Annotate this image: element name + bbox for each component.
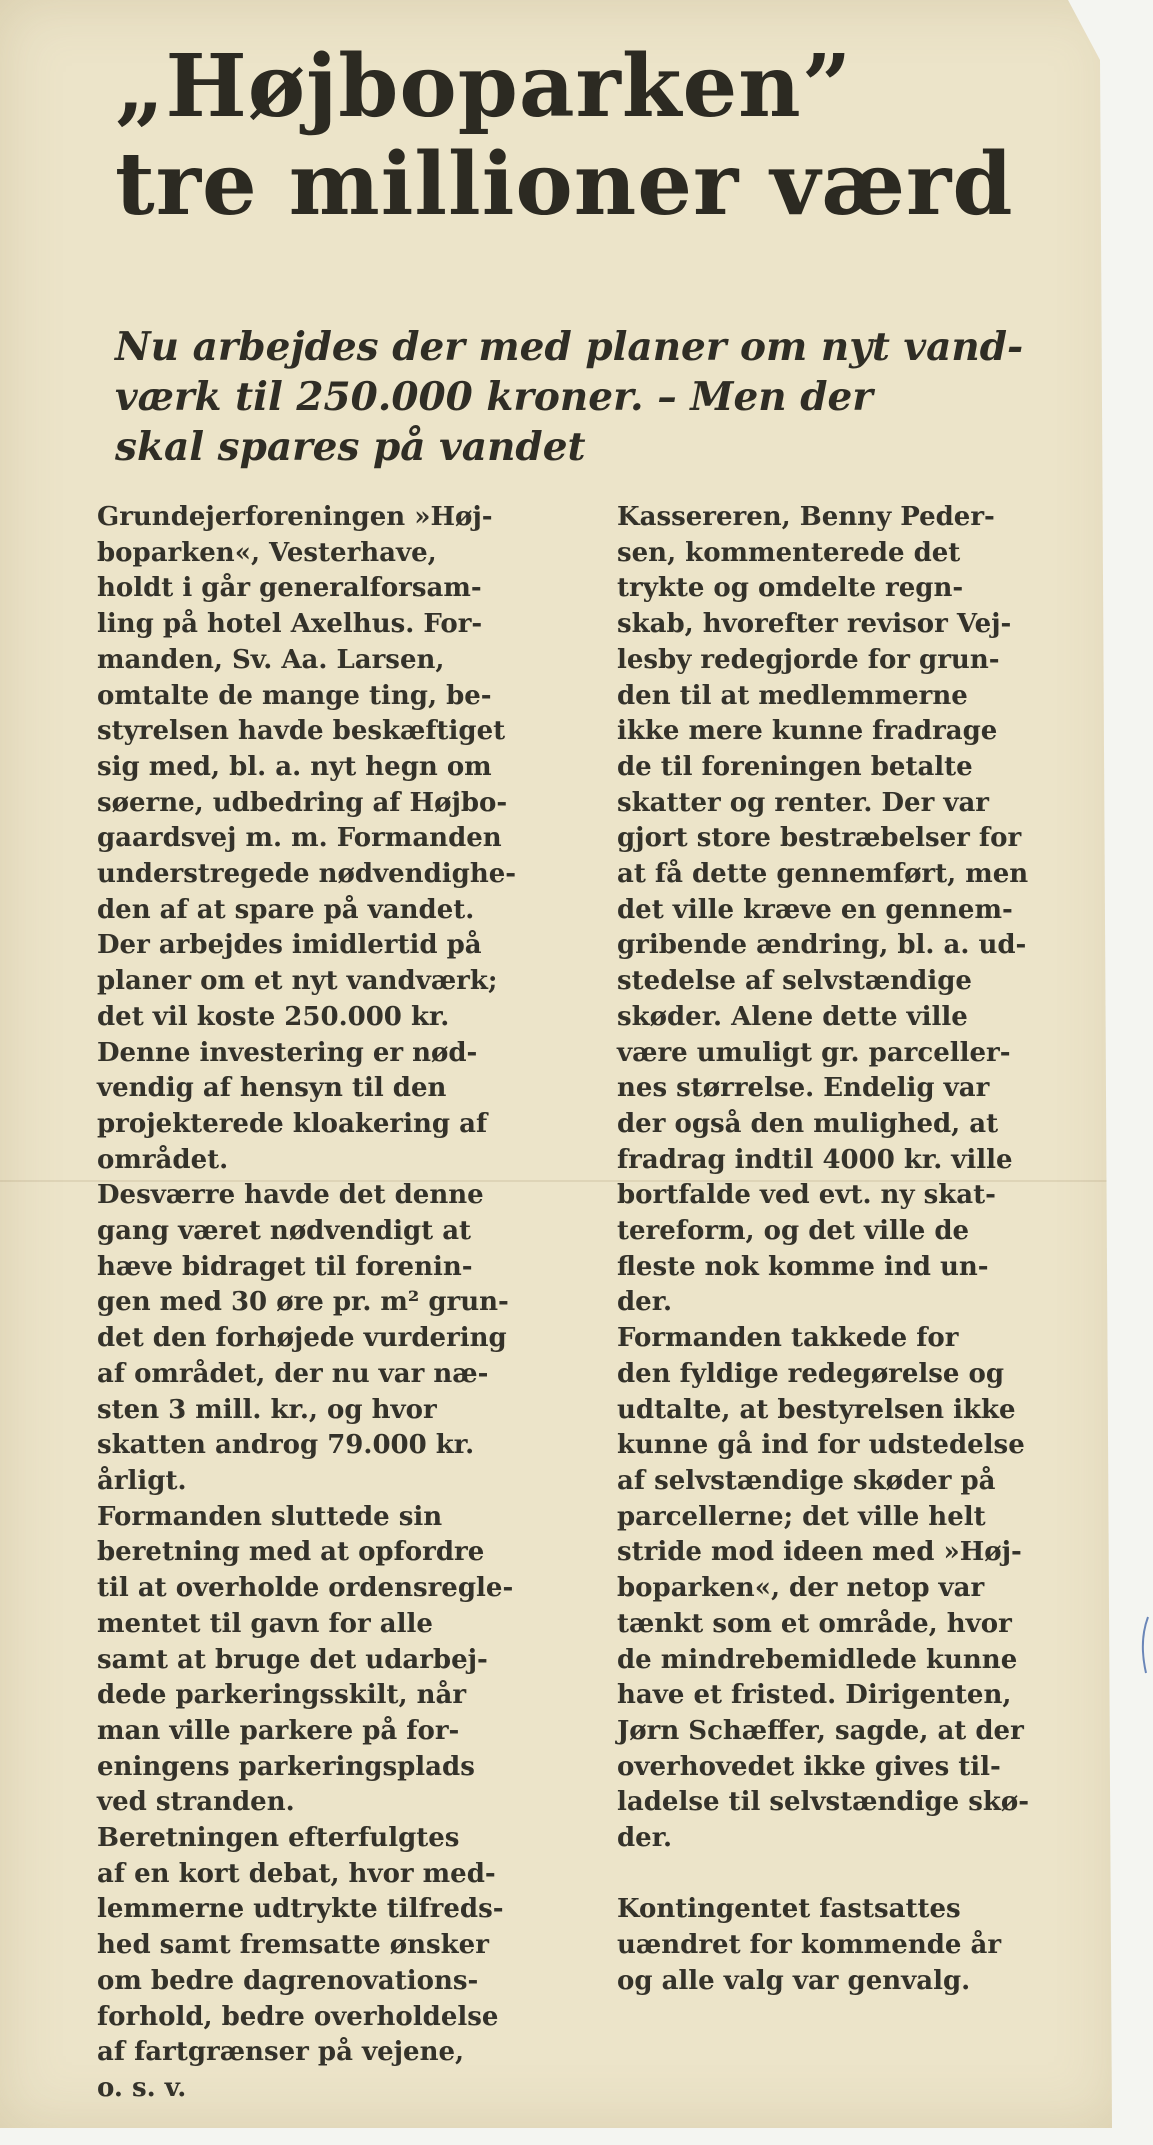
article-line: og alle valg var genvalg. xyxy=(617,1965,971,1996)
article-line: ladelse til selvstændige skø- xyxy=(617,1787,1030,1818)
article-line: have et fristed. Dirigenten, xyxy=(617,1680,1012,1711)
article-line: skab, hvorefter revisor Vej- xyxy=(617,609,1012,640)
article-line: forhold, bedre overholdelse xyxy=(97,2001,499,2032)
article-line: fradrag indtil 4000 kr. ville xyxy=(617,1144,1013,1175)
article-column-right xyxy=(617,500,1097,2000)
pen-mark-icon xyxy=(1138,1615,1152,1675)
article-line: vendig af hensyn til den xyxy=(97,1073,447,1104)
article-line: de mindrebemidlede kunne xyxy=(617,1644,1018,1675)
headline-line-2: tre millioner værd xyxy=(115,134,1014,235)
subheadline-line-3: skal spares på vandet xyxy=(115,424,586,470)
article-line: af en kort debat, hvor med- xyxy=(97,1858,496,1889)
article-line: styrelsen havde beskæftiget xyxy=(97,716,506,747)
article-line: stedelse af selvstændige xyxy=(617,966,972,997)
article-line: skatter og renter. Der var xyxy=(617,787,989,818)
article-line: manden, Sv. Aa. Larsen, xyxy=(97,644,445,675)
article-line: den af at spare på vandet. xyxy=(97,894,475,925)
article-line: nes størrelse. Endelig var xyxy=(617,1073,990,1104)
article-line: bortfalde ved evt. ny skat- xyxy=(617,1180,996,1211)
article-line: af selvstændige skøder på xyxy=(617,1465,996,1496)
article-line: sig med, bl. a. nyt hegn om xyxy=(97,751,492,782)
article-line: omtalte de mange ting, be- xyxy=(97,680,492,711)
article-line: stride mod ideen med »Høj- xyxy=(617,1537,1022,1568)
article-line: det ville kræve en gennem- xyxy=(617,894,1013,925)
article-line: beretning med at opfordre xyxy=(97,1537,485,1568)
subheadline-line-2: værk til 250.000 kroner. – Men der xyxy=(115,374,873,420)
article-line: kunne gå ind for udstedelse xyxy=(617,1430,1025,1461)
article-line: Beretningen efterfulgtes xyxy=(97,1823,460,1854)
article-line: af fartgrænser på vejene, xyxy=(97,2037,465,2068)
article-line: boparken«, Vesterhave, xyxy=(97,537,437,568)
article-line: det vil koste 250.000 kr. xyxy=(97,1001,450,1032)
article-line: der også den mulighed, at xyxy=(617,1108,999,1139)
article-line: sen, kommenterede det xyxy=(617,537,961,568)
article-line: holdt i går generalforsam- xyxy=(97,573,482,604)
article-line: søerne, udbedring af Højbo- xyxy=(97,787,508,818)
article-line: fleste nok komme ind un- xyxy=(617,1251,989,1282)
article-line: gribende ændring, bl. a. ud- xyxy=(617,930,1027,961)
article-line: samt at bruge det udarbej- xyxy=(97,1644,488,1675)
article-line: af området, der nu var næ- xyxy=(97,1358,489,1389)
article-line: ikke mere kunne fradrage xyxy=(617,716,998,747)
article-line: gaardsvej m. m. Formanden xyxy=(97,823,502,854)
article-line: om bedre dagrenovations- xyxy=(97,1965,479,1996)
article-line: gang været nødvendigt at xyxy=(97,1216,472,1247)
article-line: der. xyxy=(617,1823,673,1854)
article-line: hæve bidraget til forenin- xyxy=(97,1251,473,1282)
article-line: eningens parkeringsplads xyxy=(97,1751,475,1782)
article-line: Denne investering er nød- xyxy=(97,1037,478,1068)
article-line: området. xyxy=(97,1144,229,1175)
article-line: tænkt som et område, hvor xyxy=(617,1608,1012,1639)
article-line: Formanden sluttede sin xyxy=(97,1501,443,1532)
article-line: projekterede kloakering af xyxy=(97,1108,488,1139)
article-line: være umuligt gr. parceller- xyxy=(617,1037,1011,1068)
article-line: uændret for kommende år xyxy=(617,1930,1002,1961)
article-line: sten 3 mill. kr., og hvor xyxy=(97,1394,437,1425)
article-line: tereform, og det ville de xyxy=(617,1216,970,1247)
article-line: Desværre havde det denne xyxy=(97,1180,484,1211)
article-line: det den forhøjede vurdering xyxy=(97,1323,507,1354)
article-line: boparken«, der netop var xyxy=(617,1573,985,1604)
article-line: Grundejerforeningen »Høj- xyxy=(97,502,493,532)
headline xyxy=(115,38,1105,234)
article-line: lemmerne udtrykte tilfreds- xyxy=(97,1894,504,1925)
article-line: skatten androg 79.000 kr. xyxy=(97,1430,475,1461)
headline-line-1: „Højboparken” xyxy=(115,36,853,137)
article-line: udtalte, at bestyrelsen ikke xyxy=(617,1394,1016,1425)
article-line: den fyldige redegørelse og xyxy=(617,1358,1005,1389)
article-line: at få dette gennemført, men xyxy=(617,859,1029,890)
article-line: understregede nødvendighe- xyxy=(97,859,517,890)
article-line: gen med 30 øre pr. m² grun- xyxy=(97,1287,509,1318)
article-line: Kassereren, Benny Peder- xyxy=(617,502,995,532)
article-line: hed samt fremsatte ønsker xyxy=(97,1930,489,1961)
article-line: lesby redegjorde for grun- xyxy=(617,644,1000,675)
article-line: ling på hotel Axelhus. For- xyxy=(97,609,483,640)
article-line: Formanden takkede for xyxy=(617,1323,959,1354)
article-line: Der arbejdes imidlertid på xyxy=(97,930,482,961)
article-line: o. s. v. xyxy=(97,2072,187,2103)
article-line: Jørn Schæffer, sagde, at der xyxy=(617,1715,1024,1746)
article-line: man ville parkere på for- xyxy=(97,1715,460,1746)
article-column-left xyxy=(97,500,567,2107)
article-line xyxy=(617,1857,1097,1893)
subheadline-line-1: Nu arbejdes der med planer om nyt vand- xyxy=(115,324,1024,370)
article-line: den til at medlemmerne xyxy=(617,680,968,711)
article-line: trykte og omdelte regn- xyxy=(617,573,964,604)
article-line: de til foreningen betalte xyxy=(617,751,973,782)
article-line: mentet til gavn for alle xyxy=(97,1608,433,1639)
article-line: skøder. Alene dette ville xyxy=(617,1001,968,1032)
article-line: ved stranden. xyxy=(97,1787,295,1818)
article-line: gjort store bestræbelser for xyxy=(617,823,1022,854)
article-line: til at overholde ordensregle- xyxy=(97,1573,514,1604)
article-line: planer om et nyt vandværk; xyxy=(97,966,498,997)
article-line: dede parkeringsskilt, når xyxy=(97,1680,467,1711)
article-line: parcellerne; det ville helt xyxy=(617,1501,986,1532)
article-line: der. xyxy=(617,1287,673,1318)
subheadline xyxy=(115,322,1105,472)
article-line: Kontingentet fastsattes xyxy=(617,1894,961,1925)
article-line: årligt. xyxy=(97,1465,187,1496)
article-line: overhovedet ikke gives til- xyxy=(617,1751,1001,1782)
